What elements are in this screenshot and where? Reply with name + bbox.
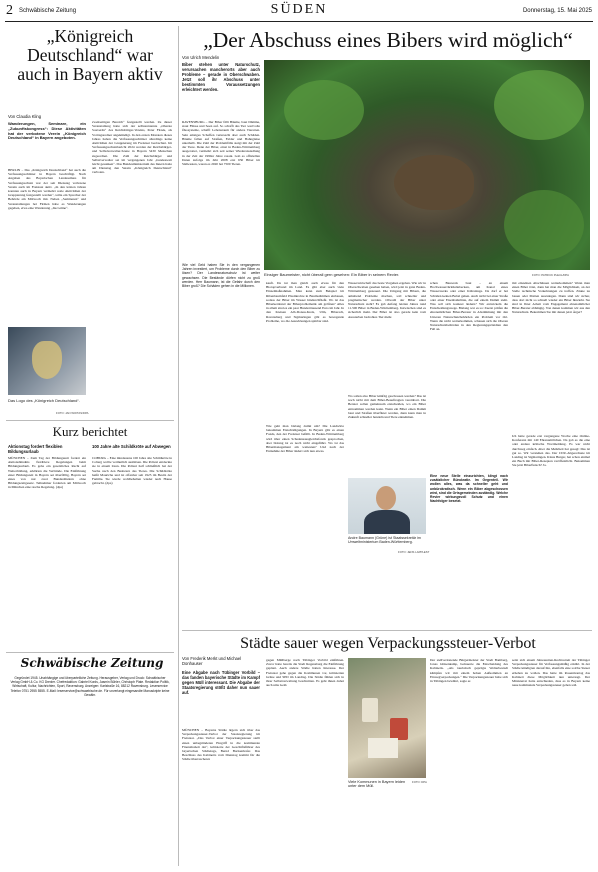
article-biber-col4: schen Bauwerk baut – an einem Hochwasserrückhaltebecken, am Kanal eines Wasserwerks oder einer Kläranlage. Da darf er bei Schäden keinen Babel gehen. Auch nicht bei einer Straße oder einer Eisenbahnlinie, die auf einem Damm steht. Was soll sich konkret ändern? Wir entwickeln die Entscheidungswege. Bislang war es so: Zuerst prüfen die ehrenamtlichen Biber-Berater in Abstimmung mit den Unteren Naturschutzbehörden ein Problem vor Ort. Wenn die nicht weiterkommen, schauen sich die Oberen Naturschutzbehörden in den Regierungspräsidien den Fall an. [430, 281, 508, 332]
article-steuer-col1: MÜNCHEN – Bayerns Städte ärgern sich über das Verpackungssteuer-Verbot der Staatsregierung im Freistaat. „Das Verbot einer Verpackungssteuer stellt einen unbegründeten Eingriff in die kommunale Finanzhoheit dar“, kritisierte der Geschäftsführer des bayerischen Städtetags, Bernd Buckenhofer. Das Beschluss des Kabinetts vom Dienstag kommt für die Städte überraschend. [182, 728, 260, 762]
divider-vertical [178, 26, 179, 866]
article-biber-col5b: Ich hatte gerade erst vergangene Woche eine Online-Konferenz mit 140 Ehrenamtlichen. Da gab es die eine oder andere kritische Wortmeldung. Es war nicht durchweg einfach. Aber die Mehrheit hat gesagt: Das ist gut so. Wir verstehen das. Der CDU-Abgeordnete im Landtag ist Sigmaringen. Klaus Burger, hat schon einmal ein Buch mit Biber-Rezepten veröffentlicht. Bekommen Sie jetzt Biberfleisch? Ja. [512, 434, 590, 468]
article-biber-lead: Biber stehen unter Naturschutz, verursachen mancherorts aber auch Probleme – gerade in Oberschwaben. Jetzt soll ihr Abschuss unter bestimmten Voraussetzungen erleichtert werden. [182, 62, 260, 92]
article-biber-col1: RAVENSBURG – Der Biber fällt Bäume, baut Dämme, staut Flüsse und Seen auf. So schafft das Tier wertvolle Ökosysteme, schafft Lebensraum für andere Tierarten. Sein emsiges Schaffen verursacht aber auch Schäden. Bäume fallen auf Straßen, Felder und Bahngleise unterhalb. Die Zahl der Problemfälle steigt mit der Zahl der Tiere. Denn der Biber, einst in Baden-Württemberg ausgerottet, vermehrt sich seit seiner Wiederansiedlung in der Zeit der 1990er Jahre rasant. Gab es offiziellen Daten zufolge im Jahr 2008 erst 650 Biber im Südwesten, waren es 2020 bei 7500 Tieren. [182, 120, 260, 167]
issue-date: Donnerstag, 15. Mai 2025 [522, 8, 592, 14]
article-steuer-col3: Der stellvertretende Bürgermeister der Stadt Bamberg, Jonas Glüsenkamp, bedauerte die Entscheidung des Kabinetts. „Als touristisch geprägte Welterbestadt kämpfen wir mit einem hohen Aufkommen an Einwegverpackungen.“ Die Verpackungssteuer habe sich in Tübingen bewährt, sagte er. [430, 658, 508, 684]
article-steuer-col2: gegen Müllberge nach Tübinger Vorbild einführen. Zuvor hatte bereits die Stadt Regensburg die Einführung geplant. Auch andere Städte hatten Interesse. Der Freistaat gehe gegen die Kommunen vor, kritisierten Grüne und SPD im Landtag. Die Städte fühlen sich in ihrer Selbstverwaltung beschnitten. Es geht ihnen dabei auch ums Geld. [266, 658, 344, 688]
article-biber-col3: Wasserwirtschaft das beste Vorgehen ergeben. Wie wir in Oberschwaben gesehen haben, wird jetzt in ganz Baden-Württemberg gesteuert. Die Umgang mit Bibern, die anhaltend Probleme machen, soll schneller und pragmatischer werden. Obwohl der Biber unter Naturschutz steht? Es gab Anfang letzten Jahres rund 11.500 Biber in Baden-Württemberg. Inzwischen sind es sicherlich mehr. Der Biber ist also gerade kein vom Aussterben bedrohtes Tier mehr. [348, 281, 426, 319]
person-body-icon [364, 510, 410, 534]
reich-logo-image [8, 327, 86, 395]
biber-photo-credit: FOTO: PATRICK PLEUL/DPA [532, 273, 569, 277]
article-reich-col2: zweitseitigen Bereich“ festgestellt werden. Zu dieser Veranstaltung hatte sich der selbsternannte „Oberste Souverän“ des Reichsbürger-Vereins, Peter Fitzek, als Vortragsredner angekündigt. In den ersten Monaten dieses Jahres haben die Verfassungsschützer allerdings keine Aktivitäten der Gruppierung im Freistaat beobachtet. Im Verfassungsschutzbericht 2024 werden der Reichsbürger- und Selbstverwalter-Szene in Bayern 5430 Menschen zugeordnet. Die Zahl der Reichsbürger und Selbstverwalter sei im vergangenen Jahr „bundesweit leicht gesunken“. Das Bundesministerium des Innern hatte am Dienstag den Verein „Königreich Deutschland“ verboten. [92, 120, 172, 175]
article-reich-lead: Wanderungen, Seminare, ein „Zukunftskongress“: Diese Aktivitäten hat der verbotene Verein „Königreich Deutschland“ in Bayern angeboten. [8, 122, 86, 141]
portrait-photo [348, 478, 426, 534]
article-biber-col2: kauft. Da tut man gleich auch etwas für den Biotopverbund im Land. Es gibt aber auch viele Einzelmaßnahmen. Man kann zum Beispiel im Ribenbaumfeld Plastikrohre in Baumstämmen einbauen, sodass der Biber im Wasser hindurchfließt. Wo ist das Biberkernland der Biberproblematik am größten? Alles in allem sind es ein paar Hunderttausend Euro im Jahr. In den Kreisen Alb-Donau-Kreis, Ulm, Biberach, Ravensburg und Sigmaringen gibt es bewegende Probleme, wo die Auswirkungen spürbar sind. [266, 281, 344, 323]
reich-emblem-icon [32, 341, 62, 379]
article-biber [180, 26, 594, 626]
page-number: 2 [6, 3, 13, 18]
article-reich-col1: BERLIN – Das „Königreich Deutschland“ hat auch die Verfassungsschützer in Bayern beschäftigt. Nach Angaben des Bayerischen Landesamtes für Verfassungsschutz war der seit Dienstag verbotene Verein auch im Freistaat aktiv. „In den letzten Jahren konnten auch in Bayern vermehrt reale Aktivitäten der Gruppierung festgestellt werden“, teilte ein Sprecher der Behörde am Mittwoch mit. Neben „Seminaren“ und Veranstaltungen bei Firmen habe es Wanderungen gegeben, etwa eine Wanderung „Ins Grüne“. [8, 168, 86, 210]
kurz-title: Kurz berichtet [52, 424, 128, 439]
divider-left-2 [6, 652, 174, 653]
trash-cup-icon [390, 718, 408, 740]
portrait-caption: Andre Baumann (Grüne) ist Staatssekretär im Umweltministerium Baden-Württemberg. [348, 536, 421, 545]
kurz-item2-head: 100 Jahre alte Schildkröte auf Abwegen [92, 444, 171, 449]
article-reich-headline: „Königreich Deutschland“ war auch in Bayern aktiv [17, 26, 163, 84]
biber-leaf-icon [284, 80, 364, 140]
article-steuer-lead: Eine Abgabe nach Tübinger Vorbild – das fanden bayerische Städte im Kampf gegen Müll interessant. Die Abgabe der Staatsregierung stößt daher nun sauer auf. [182, 670, 260, 695]
biber-animal-icon [394, 155, 474, 210]
section-title: SÜDEN [270, 2, 328, 17]
article-biber-col5: mit einzelnen Abschüssen weiterkommen? Wenn man einen Biber tötet, dann hat man die Möglichkeit, an der Stelle technische Vorkehrungen zu treffen. Zäune zu bauen oder Matten auszulegen. Dann sind wir sicher, dass dort nicht so schnell wieder ein Biber hinzieht. Sie sind in Ihrer Arbeit vom Engagement ehrenamtlicher Biber-Berater abhängig. Von denen kommen wir aus den Naturschutz. Bekommen Sie mit denen jetzt Ärger? [512, 281, 590, 315]
biber-leaf-icon [494, 70, 584, 140]
publication-name: Schwäbische Zeitung [19, 8, 77, 14]
trash-cup-icon [362, 698, 378, 722]
article-steuer [180, 632, 594, 868]
trash-box-icon [368, 738, 398, 758]
article-reich [6, 27, 176, 437]
trash-photo [348, 658, 426, 778]
article-biber-col1b: Wie viel Geld haben Sie in den vergangenen Jahren investiert, um Probleme durch den Biber zu lösen? Der Landesnaturschutz ist weiter gewachsen. Die Bestände dürfen nicht zu groß werden. Herr Baumann, ist die Gefahr durch den Biber groß? Die Schäden gehen in die Millionen. [182, 263, 260, 289]
masthead [6, 656, 176, 866]
person-head-icon [376, 486, 396, 510]
trash-photo-credit: FOTO: DPA [412, 780, 427, 784]
kurz-item1-head: Aktionstag fordert flexiblen Bildungsurlaub [8, 444, 63, 454]
kurz-item1-text: MÜNCHEN – Zum Tag der Bildungszeit fordert ein Aktionsbündnis flexiblere Regelungen beim Bildungsurlaub. Es gebe ein gesetzliches Recht auf Weiterbildung, erklärten die Verbände. Die Einführung einer Bildungszeit in Bayern sei überfällig, Bayern sei eines von nur zwei Bundesländern ohne Bildungszeitgesetz. Teilnehmer forderten am Mittwoch in München eine rasche Regelung. (dpa) [8, 456, 86, 490]
biber-photo [264, 60, 590, 270]
divider-biber-bottom [182, 630, 592, 631]
article-biber-headline: „Der Abschuss eines Bibers wird möglich“ [203, 28, 573, 52]
biber-photo-caption: Einsiger Baumeister, nicht überall gern gesehen: Ein Biber in seinem Revier. [264, 272, 400, 277]
trash-photo-caption: Viele Kommunen in Bayern leiden unter dem Müll. [348, 780, 406, 788]
article-steuer-byline: Von Frederik Merkt und Michael Donhauser [182, 656, 242, 666]
portrait-credit: FOTO: JENS LAPPLEST [398, 550, 430, 554]
reich-image-credit: FOTO: JAN WOITAS/DPA [56, 411, 89, 415]
page-header [0, 0, 598, 24]
masthead-imprint: Gegründet 1945. Unabhängige und überparteiliche Zeitung. Herausgeber, Verlag und Druck: Schwäbischer Verlag GmbH & Co. KG Drexler. Chefredaktion: Gabriel Kords, Jasmin Bühler, Christoph Plate. Redaktion Politik, Wirtschaft, Kultur, Nachrichten, Sport, Ravensburg. Anzeigen: Karlstraße 16, 88212 Ravensburg. Leserservice Telefon 0751 2955 5555. E-Mail: leserservice@schwaebische.de. Für unverlangt eingesandte Manuskripte keine Gewähr. [10, 676, 170, 697]
kurz-item2-text: COBURG – Eine mindestens 100 Jahre alte Schildkröte in Coburg wollte vermutlich ausbüxen. Die Polizei entdeckte sie in einem Zaun. Die Polizei half schließlich bei der Suche nach den Besitzern des Tieres. Die Schildkröte heißt Mauriche und ist offenbar seit 1925 im Besitz der Familie. Sie wurde wohlbehalten wieder nach Hause gebracht. (dpa) [92, 456, 172, 486]
reich-image-caption: Das Logo des „Königreich Deutschland“. [8, 398, 80, 403]
masthead-logo: Schwäbische Zeitung [20, 656, 164, 670]
article-biber-col3b: Wo sollen also Biber künftig geschossen werden? Das ist noch nicht mit dem Biber-Beauftragten vereinbart. Die Berater sollen gemeinsam entscheiden, wo ein Biber entnommen werden kann. Wenn ein Biber einen Damm baut und Straßen überflutet werden, dann kann man in Zukunft schneller handeln und Tiere entnehmen. [348, 394, 426, 420]
header-rule [5, 21, 593, 22]
article-biber-col4b: Eine neue Stelle einzurichten, klingt nach zusätzlicher Bürokratie. Im Gegenteil. Wir wollen alles, was da schneller geht und unbürokratisch. Wenn ein Biber abgeschossen wird, sind die Ortsgemeinden zuständig. Welche Revier wirkungsvoll Schutz und einen Nachfolger besetzt. [430, 474, 508, 504]
kurz-berichtet [6, 420, 176, 650]
article-reich-byline: Von Claudia Kling [8, 114, 42, 119]
biber-leaf-icon [504, 190, 584, 260]
article-steuer-col4: setzt sich einem Jahreszeiten-Rechtsstreit der Tübinger Verpackungssteuer für Verfassungsmäßig erklärt. In der Städte kündigten darauf hin, ebenfalls eine solche Steuer erheben zu wollen. Das hatte im Rosenmontag das Kabinett diese Möglichkeit nun untersagt. Der Ministerrat hatte entschieden, dass es in Bayern keine neue kommunale Verpackungssteuer geben soll. [512, 658, 590, 688]
article-steuer-headline: Städte sauer wegen Verpackungssteuer-Verbot [240, 635, 536, 652]
article-biber-col2b: Wie geht man bislang damit um? Die Landwirte bekommen Entschädigungen. In Bayern gibt es einen Fonds, den der Freistaat befüllt. In Baden-Württemberg wird über einen Schadensausgleichsfonds gesprochen, aber bislang ist es noch nicht eingeführt. Wo ist das Bibermanagement am weitesten? Und nach der Entnahme der Biber ändert sich nun etwas. [266, 424, 344, 454]
article-biber-byline: Von Ulrich Mendelin [182, 55, 220, 60]
